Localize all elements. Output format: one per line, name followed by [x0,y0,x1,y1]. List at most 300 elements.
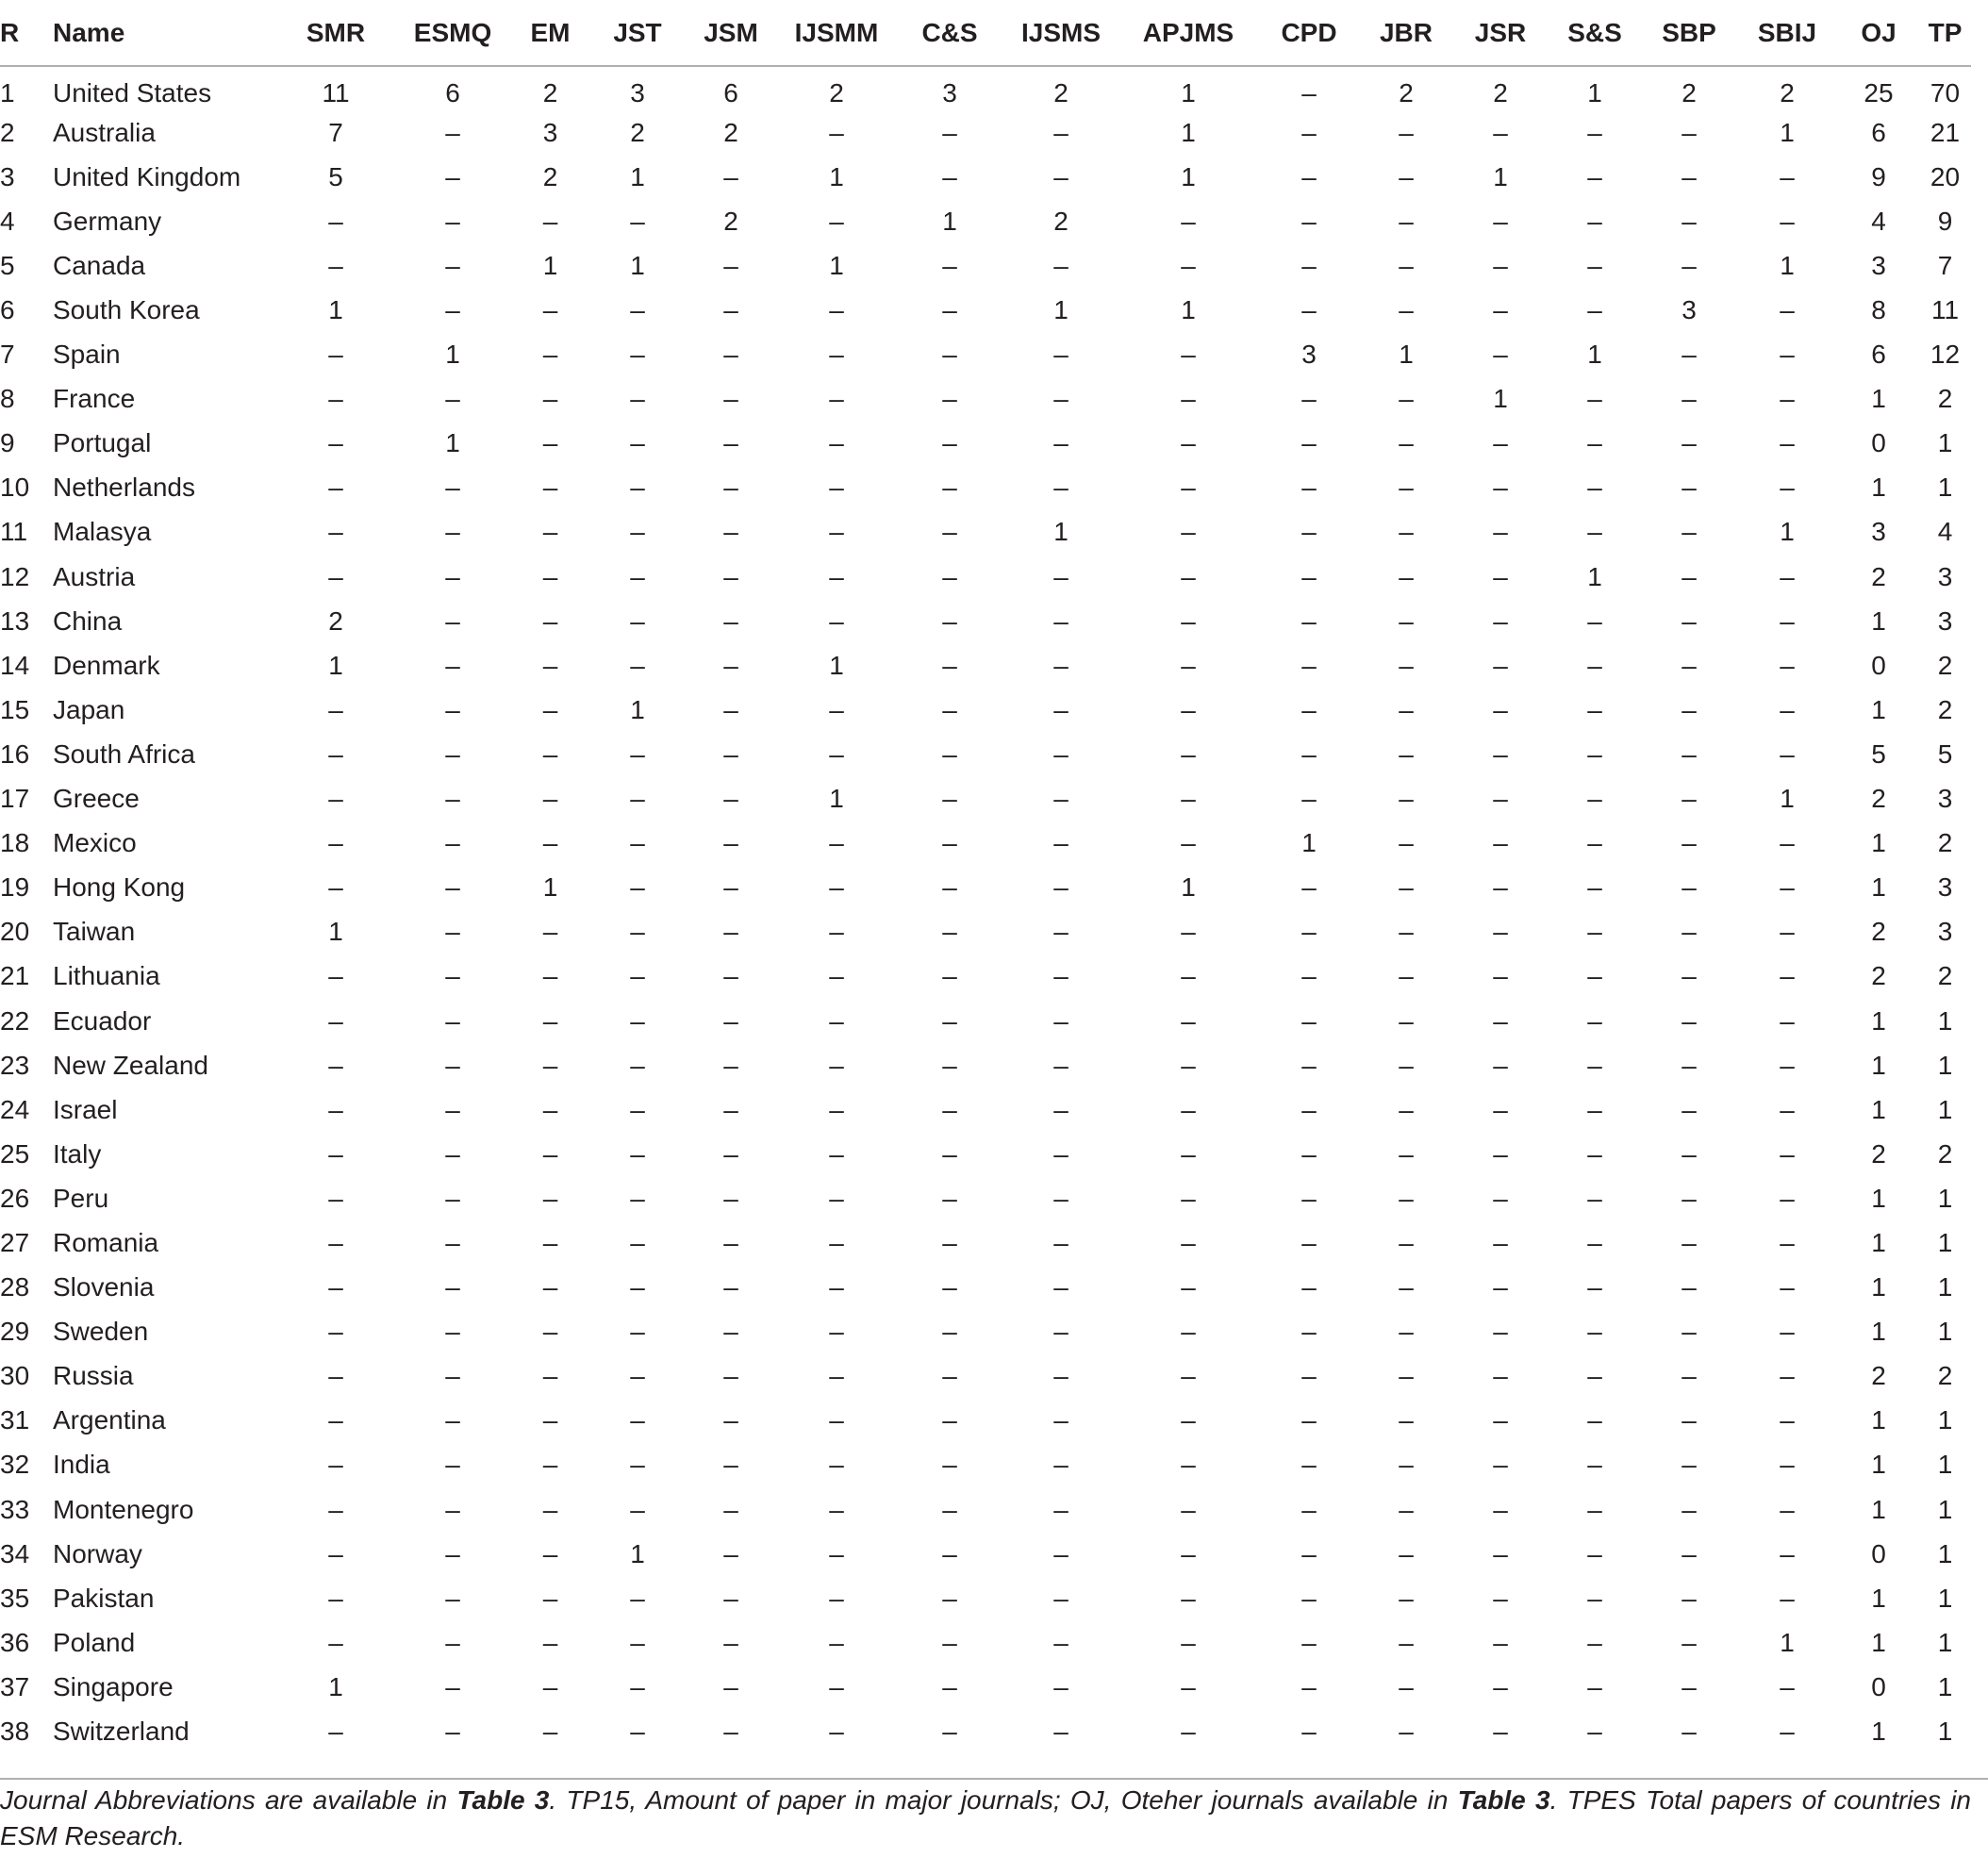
count-cell: – [1053,606,1069,636]
count-cell: – [1399,561,1414,591]
count-cell: 1 [1871,1405,1886,1435]
count-cell: – [1587,428,1602,458]
count-cell: – [829,1361,844,1391]
count-cell: – [542,1050,558,1080]
count-cell: 1 [1053,517,1069,547]
column-header: JBR [1359,0,1453,66]
count-cell: – [1301,650,1317,680]
count-cell: – [1399,784,1414,814]
count-cell: – [1682,1094,1697,1124]
count-cell: – [1587,1494,1602,1524]
count-cell: – [445,1138,460,1169]
count-cell: – [630,1627,645,1657]
count-cell: – [542,1227,558,1257]
rank-cell: 21 [0,961,30,991]
rank-cell: 37 [0,1671,30,1701]
country-name-cell: Pakistan [53,1583,155,1613]
count-cell: – [723,828,738,858]
count-cell: – [328,1138,343,1169]
count-cell: – [1399,517,1414,547]
column-header: APJMS [1118,0,1259,66]
country-name-cell: Poland [53,1627,136,1657]
count-cell: – [328,738,343,769]
count-cell: – [1780,1138,1795,1169]
count-cell: – [445,784,460,814]
count-cell: – [1053,428,1069,458]
table-row [0,599,1971,643]
country-name-cell: Hong Kong [53,872,186,903]
count-cell: – [1181,473,1196,503]
count-cell: – [723,738,738,769]
count-cell: – [1493,340,1508,370]
count-cell: – [542,1717,558,1747]
count-cell: – [942,738,957,769]
rank-cell: 12 [0,561,30,591]
count-cell: – [829,1138,844,1169]
country-name-cell: Taiwan [53,917,136,947]
count-cell: – [328,1405,343,1435]
count-cell: – [1301,161,1317,191]
count-cell: – [942,1094,957,1124]
count-cell: – [829,1050,844,1080]
count-cell: – [1493,738,1508,769]
count-cell: – [1493,250,1508,280]
rank-cell: 13 [0,606,30,636]
count-cell: – [630,738,645,769]
count-cell: 1 [1871,1717,1886,1747]
country-name-cell: China [53,606,123,636]
count-cell: – [1301,1183,1317,1213]
table-row [0,1576,1971,1620]
count-cell: – [829,340,844,370]
table-row [0,1354,1971,1399]
count-cell: 1 [1937,1005,1953,1036]
table-row [0,777,1971,821]
country-name-cell: Japan [53,694,125,724]
count-cell: – [1493,828,1508,858]
count-cell: – [1587,1094,1602,1124]
count-cell: – [542,1317,558,1347]
country-name-cell: Norway [53,1538,142,1568]
count-cell: 2 [542,161,558,191]
count-cell: – [1053,1627,1069,1657]
count-cell: – [1053,1717,1069,1747]
count-cell: – [1493,117,1508,147]
rank-cell: 10 [0,473,30,503]
count-cell: – [1053,1138,1069,1169]
count-cell: – [1399,1050,1414,1080]
footnote-text-3: . TPES Total papers of countries in ESM Research. [0,1785,1972,1850]
count-cell: – [445,117,460,147]
count-cell: 1 [1937,1494,1953,1524]
count-cell: – [942,606,957,636]
count-cell: 3 [1937,917,1953,947]
count-cell: – [829,606,844,636]
table-row [0,999,1971,1043]
count-cell: – [942,1272,957,1302]
count-cell: – [1682,1183,1697,1213]
count-cell: 1 [1937,1538,1953,1568]
count-cell: – [445,1272,460,1302]
table-row [0,199,1971,243]
count-cell: – [445,694,460,724]
count-cell: 9 [1871,161,1886,191]
count-cell: – [1399,606,1414,636]
count-cell: – [1587,1717,1602,1747]
count-cell: – [1493,1317,1508,1347]
count-cell: – [542,1405,558,1435]
count-cell: – [1587,517,1602,547]
count-cell: – [1493,1538,1508,1568]
count-cell: – [1399,1227,1414,1257]
count-cell: – [1780,961,1795,991]
count-cell: – [1493,1094,1508,1124]
count-cell: 2 [723,117,738,147]
count-cell: – [1399,117,1414,147]
count-cell: – [1053,738,1069,769]
country-name-cell: Slovenia [53,1272,155,1302]
count-cell: – [1493,961,1508,991]
count-cell: – [829,961,844,991]
count-cell: – [542,694,558,724]
count-cell: – [1053,1227,1069,1257]
column-header: CPD [1259,0,1359,66]
country-name-cell: Malasya [53,517,152,547]
rank-cell: 20 [0,917,30,947]
count-cell: – [1780,1717,1795,1747]
count-cell: 2 [1937,1138,1953,1169]
count-cell: 5 [328,161,343,191]
count-cell: – [1780,1361,1795,1391]
count-cell: – [1587,1227,1602,1257]
count-cell: – [1181,694,1196,724]
count-cell: – [1493,650,1508,680]
count-cell: – [445,738,460,769]
count-cell: – [1301,77,1317,108]
count-cell: – [445,384,460,414]
count-cell: 1 [942,206,957,236]
count-cell: – [328,1450,343,1480]
count-cell: – [1682,650,1697,680]
count-cell: – [1181,1717,1196,1747]
count-cell: – [1181,1627,1196,1657]
rank-cell: 9 [0,428,15,458]
count-cell: – [1181,606,1196,636]
count-cell: 1 [1937,1450,1953,1480]
count-cell: – [1053,1005,1069,1036]
count-cell: – [1493,1005,1508,1036]
count-cell: – [1587,161,1602,191]
count-cell: – [1181,1183,1196,1213]
country-name-cell: Argentina [53,1405,166,1435]
count-cell: – [328,1227,343,1257]
count-cell: – [1682,917,1697,947]
count-cell: – [1399,650,1414,680]
count-cell: – [1493,1138,1508,1169]
count-cell: – [1682,206,1697,236]
count-cell: – [1780,738,1795,769]
count-cell: 2 [1780,77,1795,108]
count-cell: – [1399,1094,1414,1124]
count-cell: 1 [1937,428,1953,458]
count-cell: – [1780,650,1795,680]
count-cell: 1 [1587,77,1602,108]
table-row [0,243,1971,288]
count-cell: – [1587,1005,1602,1036]
count-cell: 1 [1871,1450,1886,1480]
count-cell: 4 [1937,517,1953,547]
count-cell: – [630,1272,645,1302]
count-cell: 8 [1871,295,1886,325]
count-cell: – [542,1494,558,1524]
count-cell: 1 [1780,1627,1795,1657]
count-cell: – [630,1005,645,1036]
count-cell: – [1053,340,1069,370]
count-cell: – [1493,1627,1508,1657]
count-cell: – [942,650,957,680]
count-cell: – [1587,828,1602,858]
count-cell: – [1493,1583,1508,1613]
count-cell: 1 [1780,517,1795,547]
column-header: OJ [1838,0,1919,66]
count-cell: – [1181,1538,1196,1568]
count-cell: – [1780,828,1795,858]
count-cell: – [1493,1183,1508,1213]
rank-cell: 27 [0,1227,30,1257]
count-cell: 2 [630,117,645,147]
count-cell: – [1587,961,1602,991]
count-cell: – [1493,1272,1508,1302]
count-cell: – [328,206,343,236]
count-cell: – [1181,1050,1196,1080]
count-cell: 1 [829,784,844,814]
count-cell: – [1399,917,1414,947]
country-name-cell: Austria [53,561,136,591]
count-cell: – [1399,1450,1414,1480]
column-header: EM [509,0,591,66]
count-cell: – [1493,784,1508,814]
count-cell: – [445,650,460,680]
country-name-cell: Sweden [53,1317,149,1347]
count-cell: – [1493,1227,1508,1257]
count-cell: – [1682,1405,1697,1435]
count-cell: – [1587,738,1602,769]
count-cell: – [1493,872,1508,903]
count-cell: 1 [829,161,844,191]
count-cell: – [1301,1050,1317,1080]
count-cell: 1 [1937,1183,1953,1213]
count-cell: – [1053,872,1069,903]
count-cell: 3 [630,77,645,108]
count-cell: – [942,1405,957,1435]
table-row [0,1620,1971,1665]
count-cell: – [942,1494,957,1524]
count-cell: – [328,828,343,858]
count-cell: – [1181,250,1196,280]
count-cell: 3 [1937,606,1953,636]
count-cell: – [1780,1272,1795,1302]
table-row [0,732,1971,776]
count-cell: – [1301,1538,1317,1568]
count-cell: – [630,1450,645,1480]
count-cell: – [1053,1405,1069,1435]
rank-cell: 25 [0,1138,30,1169]
table-row [0,643,1971,688]
count-cell: – [829,1005,844,1036]
count-cell: 1 [829,650,844,680]
count-cell: – [445,1494,460,1524]
count-cell: 1 [328,1671,343,1701]
count-cell: – [1682,1583,1697,1613]
count-cell: 2 [1937,694,1953,724]
count-cell: – [1780,1405,1795,1435]
count-cell: – [1181,517,1196,547]
count-cell: – [445,1050,460,1080]
count-cell: – [542,473,558,503]
table-row [0,821,1971,866]
table-row [0,1043,1971,1087]
count-cell: 1 [1871,1317,1886,1347]
count-cell: 1 [1493,384,1508,414]
country-name-cell: Spain [53,340,121,370]
count-cell: – [1682,384,1697,414]
count-cell: – [1301,1405,1317,1435]
count-cell: – [829,1494,844,1524]
count-cell: – [445,161,460,191]
count-cell: 20 [1930,161,1961,191]
table-row [0,510,1971,555]
count-cell: – [723,1671,738,1701]
count-cell: – [630,1183,645,1213]
count-cell: 1 [1871,1627,1886,1657]
count-cell: – [1682,117,1697,147]
count-cell: – [1682,1050,1697,1080]
count-cell: 2 [1937,1361,1953,1391]
count-cell: – [1587,917,1602,947]
count-cell: 2 [1937,961,1953,991]
count-cell: – [723,606,738,636]
count-cell: – [1301,1272,1317,1302]
rank-cell: 24 [0,1094,30,1124]
count-cell: – [1399,473,1414,503]
count-cell: – [723,1317,738,1347]
count-cell: – [829,1405,844,1435]
count-cell: 70 [1930,77,1961,108]
count-cell: – [1493,694,1508,724]
column-header: ESMQ [396,0,509,66]
count-cell: – [723,1138,738,1169]
count-cell: – [1181,738,1196,769]
count-cell: – [630,1227,645,1257]
count-cell: – [1181,1583,1196,1613]
table-row [0,1487,1971,1532]
count-cell: – [1493,606,1508,636]
count-cell: – [1053,828,1069,858]
country-name-cell: Italy [53,1138,102,1169]
count-cell: – [1181,1450,1196,1480]
count-cell: – [1587,1183,1602,1213]
count-cell: 1 [1399,340,1414,370]
count-cell: 3 [1937,872,1953,903]
count-cell: – [1587,250,1602,280]
count-cell: – [1587,1583,1602,1613]
count-cell: 3 [1871,517,1886,547]
count-cell: – [1587,206,1602,236]
count-cell: – [1682,1361,1697,1391]
count-cell: – [942,1538,957,1568]
rank-cell: 35 [0,1583,30,1613]
count-cell: – [723,1094,738,1124]
count-cell: – [445,606,460,636]
count-cell: – [630,473,645,503]
table-row [0,1399,1971,1443]
count-cell: 1 [1871,872,1886,903]
rank-cell: 4 [0,206,15,236]
country-name-cell: Portugal [53,428,152,458]
count-cell: – [1587,1317,1602,1347]
rank-cell: 34 [0,1538,30,1568]
count-cell: 6 [723,77,738,108]
count-cell: – [723,1272,738,1302]
count-cell: – [445,1538,460,1568]
table-row [0,1266,1971,1310]
count-cell: – [1493,295,1508,325]
count-cell: – [942,1450,957,1480]
column-header: JST [591,0,684,66]
rank-cell: 28 [0,1272,30,1302]
count-cell: – [1682,1627,1697,1657]
rank-cell: 23 [0,1050,30,1080]
count-cell: – [1301,872,1317,903]
count-cell: – [1181,784,1196,814]
country-name-cell: New Zealand [53,1050,208,1080]
count-cell: 1 [1301,828,1317,858]
column-header: IJSMM [778,0,895,66]
count-cell: – [542,428,558,458]
count-cell: – [1053,694,1069,724]
count-cell: – [723,161,738,191]
rank-cell: 30 [0,1361,30,1391]
count-cell: – [445,1717,460,1747]
count-cell: – [1780,561,1795,591]
rank-cell: 5 [0,250,15,280]
count-cell: – [942,1317,957,1347]
count-cell: – [942,340,957,370]
count-cell: – [1493,1361,1508,1391]
count-cell: – [1399,1405,1414,1435]
count-cell: – [1053,117,1069,147]
count-cell: – [829,517,844,547]
count-cell: – [1301,1671,1317,1701]
count-cell: – [1587,1138,1602,1169]
count-cell: – [1587,694,1602,724]
rank-cell: 2 [0,117,15,147]
count-cell: – [1780,161,1795,191]
count-cell: – [829,1583,844,1613]
count-cell: – [1682,1717,1697,1747]
count-cell: – [1780,1183,1795,1213]
count-cell: – [942,561,957,591]
table-row [0,377,1971,422]
count-cell: – [1181,1227,1196,1257]
count-cell: – [1587,1538,1602,1568]
country-name-cell: France [53,384,136,414]
count-cell: – [1399,428,1414,458]
count-cell: 2 [723,206,738,236]
count-cell: – [1301,1627,1317,1657]
count-cell: – [1301,561,1317,591]
count-cell: 2 [328,606,343,636]
